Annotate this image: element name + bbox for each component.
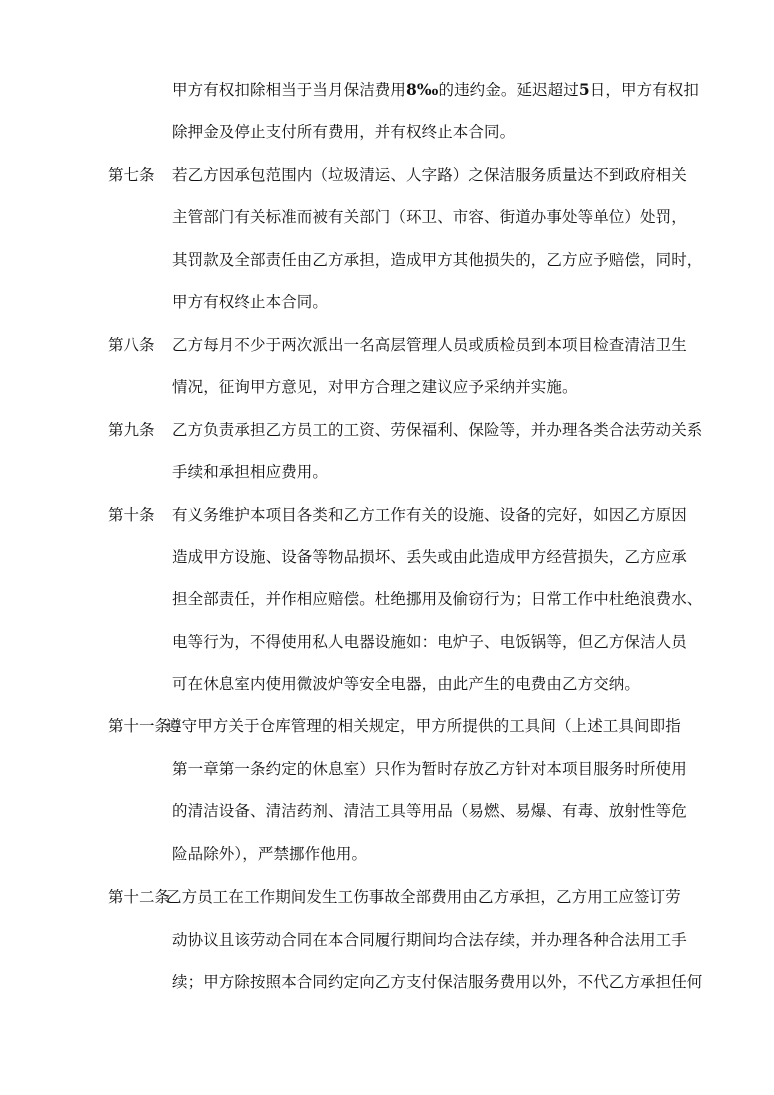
delay-days: 5 (578, 80, 590, 99)
intro-line-2: 除押金及停止支付所有费用，并有权终止本合同。 (172, 123, 516, 141)
article-12-label: 第十二条 (108, 888, 171, 906)
article-10-label: 第十条 (108, 506, 155, 524)
article-7-line-1: 若乙方因承包范围内（垃圾清运、人字路）之保洁服务质量达不到政府相关 (172, 166, 687, 184)
article-8-line-2: 情况，征询甲方意见，对甲方合理之建议应予采纳并实施。 (172, 378, 578, 396)
article-8-label: 第八条 (108, 336, 155, 354)
intro-text-a: 甲方有权扣除相当于当月保洁费用 (172, 81, 407, 99)
intro-line-1 (172, 80, 712, 100)
article-7-line-2: 主管部门有关标准而被有关部门（环卫、市容、街道办事处等单位）处罚， (172, 208, 687, 226)
article-11-line-3: 的清洁设备、清洁药剂、清洁工具等用品（易燃、易爆、有毒、放射性等危 (172, 802, 687, 820)
article-9-label: 第九条 (108, 421, 155, 439)
article-12-line-2: 动协议且该劳动合同在本合同履行期间均合法存续，并办理各种合法用工手 (172, 931, 687, 949)
article-10-line-1: 有义务维护本项目各类和乙方工作有关的设施、设备的完好，如因乙方原因 (172, 506, 687, 524)
article-11-line-2: 第一章第一条约定的休息室）只作为暂时存放乙方针对本项目服务时所使用 (172, 760, 687, 778)
intro-text-c: 日，甲方有权扣 (589, 81, 699, 99)
article-7-label: 第七条 (108, 166, 155, 184)
article-10-line-3: 担全部责任，并作相应赔偿。杜绝挪用及偷窃行为；日常工作中杜绝浪费水、 (172, 590, 703, 608)
article-11-label: 第十一条 (108, 717, 171, 735)
article-12-line-1: 乙方员工在工作期间发生工伤事故全部费用由乙方承担，乙方用工应签订劳 (166, 888, 681, 906)
article-10-line-2: 造成甲方设施、设备等物品损坏、丢失或由此造成甲方经营损失，乙方应承 (172, 548, 687, 566)
article-9-line-1: 乙方负责承担乙方员工的工资、劳保福利、保险等，并办理各类合法劳动关系 (172, 421, 703, 439)
article-10-line-5: 可在休息室内使用微波炉等安全电器，由此产生的电费由乙方交纳。 (172, 675, 641, 693)
article-11-line-4: 险品除外），严禁挪作他用。 (172, 845, 368, 863)
penalty-rate: 8‰ (406, 80, 439, 99)
article-9-line-2: 手续和承担相应费用。 (172, 463, 329, 481)
article-7-line-3: 其罚款及全部责任由乙方承担，造成甲方其他损失的，乙方应予赔偿，同时， (172, 251, 703, 269)
intro-text-b: 的违约金。延迟超过 (438, 81, 579, 99)
article-12-line-3: 续；甲方除按照本合同约定向乙方支付保洁服务费用以外，不代乙方承担任何 (172, 973, 703, 991)
article-7-line-4: 甲方有权终止本合同。 (172, 293, 329, 311)
article-10-line-4: 电等行为，不得使用私人电器设施如：电炉子、电饭锅等，但乙方保洁人员 (172, 633, 687, 651)
article-11-line-1: 遵守甲方关于仓库管理的相关规定，甲方所提供的工具间（上述工具间即指 (166, 717, 681, 735)
article-8-line-1: 乙方每月不少于两次派出一名高层管理人员或质检员到本项目检查清洁卫生 (172, 336, 687, 354)
